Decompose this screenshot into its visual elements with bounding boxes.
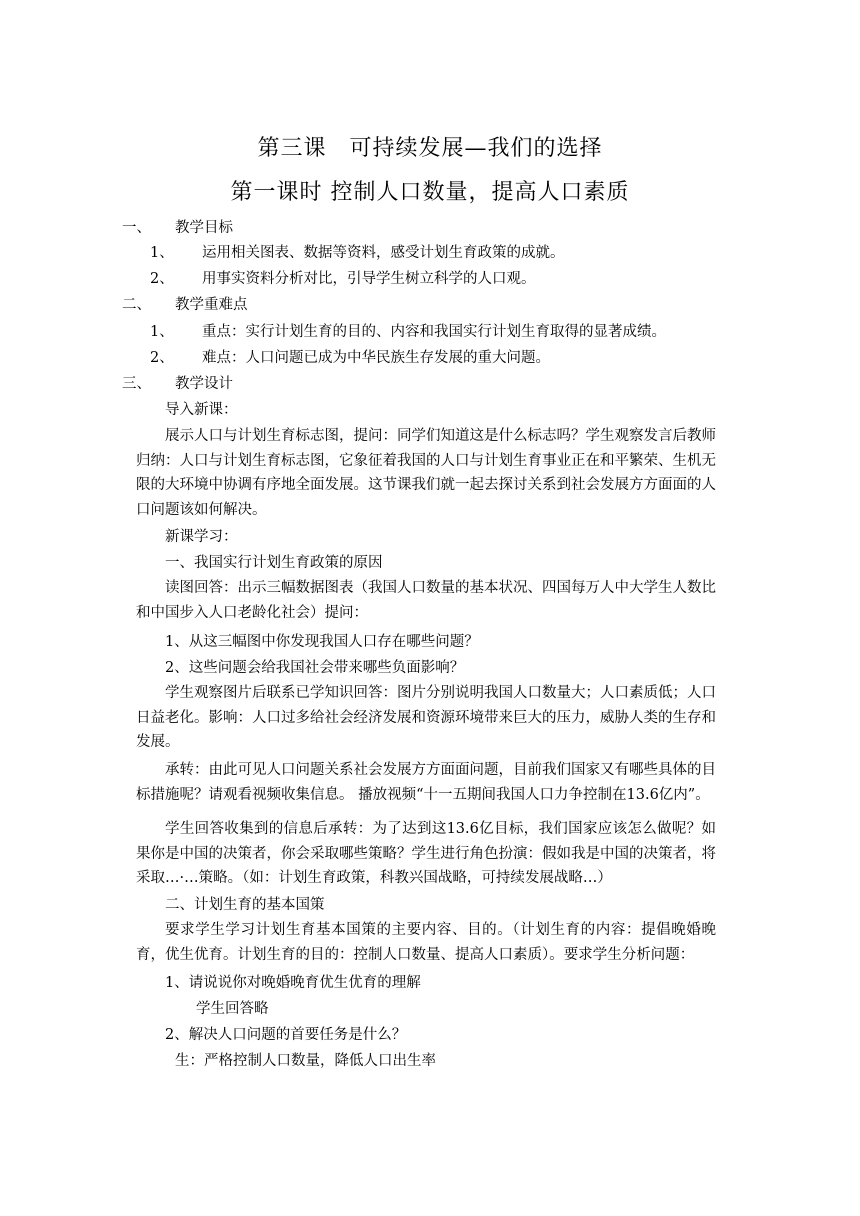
section-1-heading: 教学目标: [175, 220, 233, 236]
question-4-answer: 生：严格控制人口数量，降低人口出生率: [175, 1053, 436, 1069]
difficult-point-number: 2、: [150, 350, 174, 366]
new-lesson-label: 新课学习：: [165, 529, 238, 545]
document-subtitle: 第一课时 控制人口数量，提高人口素质: [230, 180, 630, 205]
section-3-heading: 教学设计: [175, 376, 233, 392]
policy-paragraph: 要求学生学习计划生育基本国策的主要内容、目的。（计划生育的内容：提倡晚婚晚育，优生优育。计划生育的目的：控制人口数量、提高人口素质）。要求学生分析问题：: [136, 922, 716, 963]
question-4: 2、解决人口问题的首要任务是什么？: [165, 1027, 407, 1043]
intro-label: 导入新课：: [165, 402, 238, 418]
key-point-text: 重点：实行计划生育的目的、内容和我国实行计划生育取得的显著成绩。: [202, 324, 666, 340]
section-1-number: 一、: [122, 220, 151, 236]
question-3-answer: 学生回答略: [196, 1001, 269, 1017]
goal-2-number: 2、: [150, 271, 174, 287]
section-2-number: 二、: [122, 297, 151, 313]
goal-1-text: 运用相关图表、数据等资料，感受计划生育政策的成就。: [202, 245, 565, 261]
transition-paragraph: 承转：由此可见人口问题关系社会发展方方面面问题，目前我们国家又有哪些具体的目标措施呢？请观看视频收集信息。 播放视频“十一五期间我国人口力争控制在13.6亿内”。: [136, 762, 716, 803]
goal-1-number: 1、: [150, 245, 174, 261]
intro-paragraph: 展示人口与计划生育标志图，提问：同学们知道这是什么标志吗？学生观察发言后教师归纳：人口与计划生育标志图，它象征着我国的人口与计划生育事业正在和平繁荣、生机无限的大环境中协调有序地全面发展。这节课我们就一起去探讨关系到社会发展方方面面的人口问题该如何解决。: [136, 428, 716, 518]
section-3-number: 三、: [122, 376, 151, 392]
question-3: 1、请说说你对晚婚晚育优生优育的理解: [165, 975, 421, 991]
role-play-paragraph: 学生回答收集到的信息后承转：为了达到这13.6亿目标，我们国家应该怎么做呢？如果你是中国的决策者，你会采取哪些策略？学生进行角色扮演：假如我是中国的决策者，将采取…·…策略。（如：计划生育政策，科教兴国战略，可持续发展战略…）: [136, 821, 716, 886]
part-2-heading: 二、计划生育的基本国策: [165, 897, 325, 913]
question-1: 1、从这三幅图中你发现我国人口存在哪些问题？: [165, 634, 479, 650]
part-1-heading: 一、我国实行计划生育政策的原因: [165, 555, 383, 571]
section-2-heading: 教学重难点: [175, 297, 248, 313]
question-2: 2、这些问题会给我国社会带来哪些负面影响？: [165, 660, 465, 676]
document-title: 第三课 可持续发展—我们的选择: [257, 136, 603, 161]
reading-paragraph: 读图回答：出示三幅数据图表（我国人口数量的基本状况、四国每万人中大学生人数比和中国步入人口老龄化社会）提问：: [136, 580, 716, 621]
student-answer-paragraph: 学生观察图片后联系已学知识回答：图片分别说明我国人口数量大；人口素质低；人口日益老化。影响：人口过多给社会经济发展和资源环境带来巨大的压力，威胁人类的生存和发展。: [136, 685, 716, 750]
difficult-point-text: 难点：人口问题已成为中华民族生存发展的重大问题。: [202, 350, 550, 366]
goal-2-text: 用事实资料分析对比，引导学生树立科学的人口观。: [202, 271, 536, 287]
key-point-number: 1、: [150, 324, 174, 340]
